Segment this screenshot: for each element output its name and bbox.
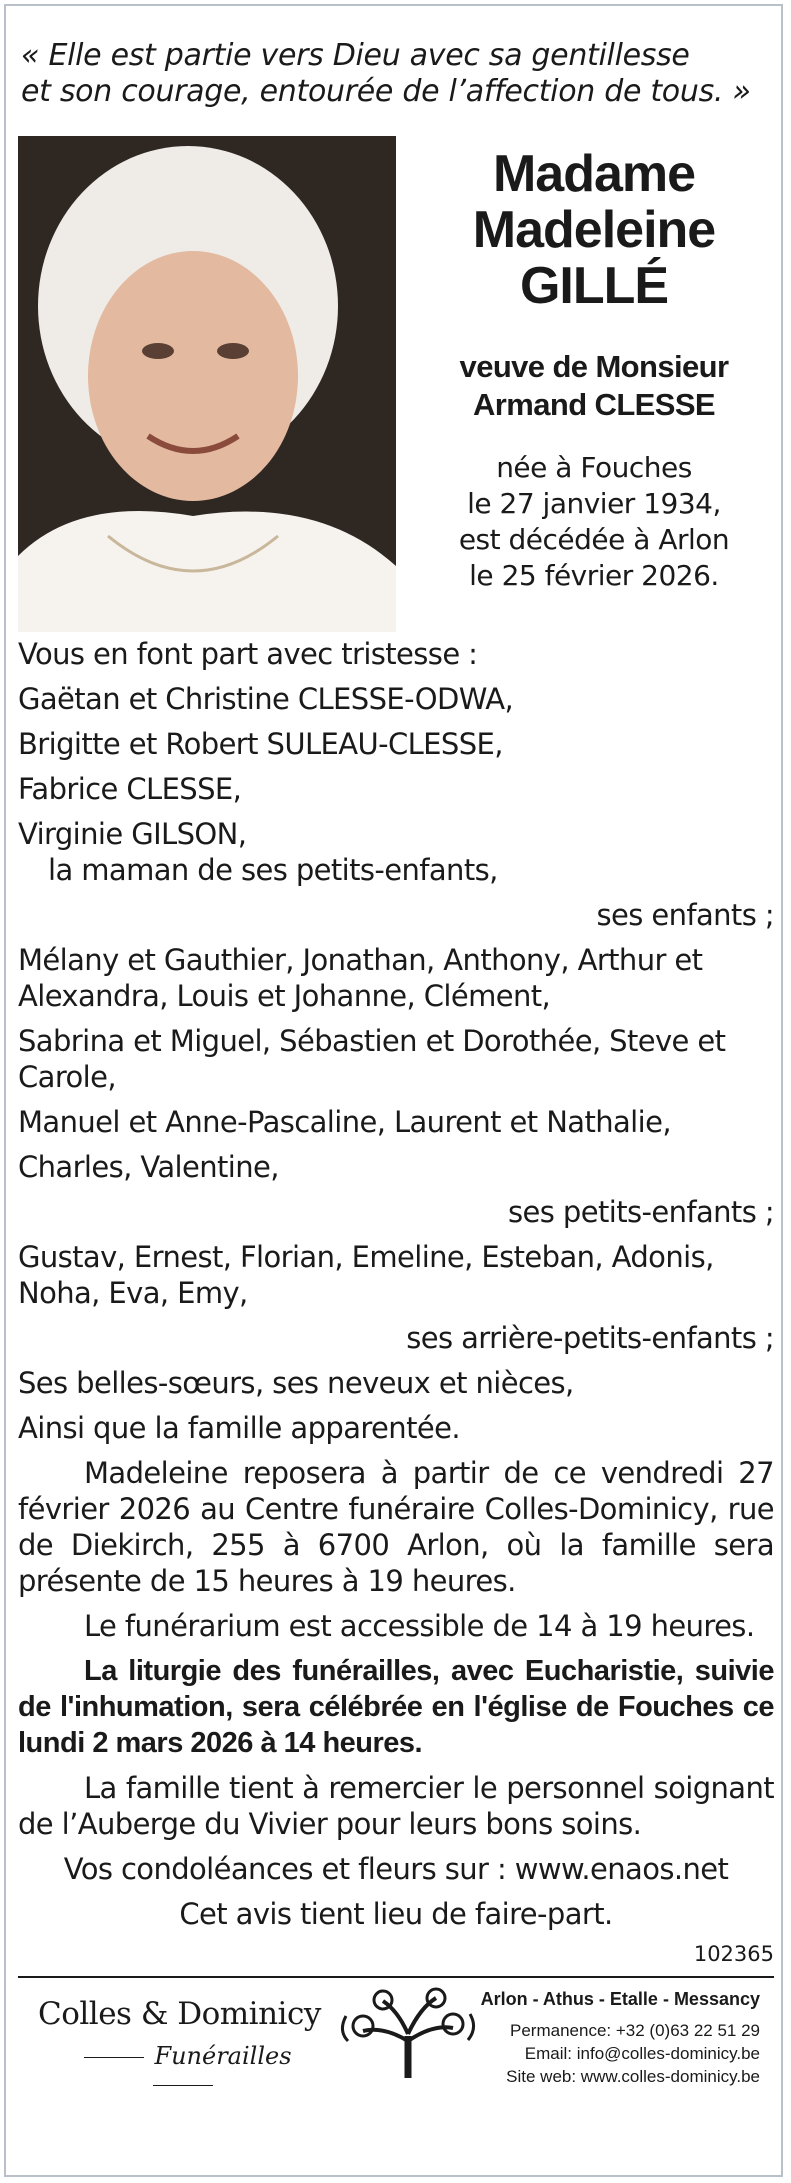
funeral-home-footer (18, 1978, 774, 2088)
children-note: la maman de ses petits-enfants, (48, 853, 498, 887)
phone: Permanence: +32 (0)63 22 51 29 (510, 2021, 760, 2040)
portrait-illustration (18, 136, 396, 632)
condolences-line: Vos condoléances et fleurs sur : www.enaos.net (63, 1852, 729, 1886)
liturgy-paragraph: La liturgie des funérailles, avec Eucharistie, suivie de l'inhumation, sera célébrée en l'église de Fouches ce lundi 2 mars 2026 à 14 heures. (18, 1655, 774, 1759)
announcement-body (18, 636, 774, 1932)
widow-of (414, 348, 774, 424)
children-label: ses enfants ; (596, 898, 774, 932)
child-entry: Virginie GILSON, (18, 817, 247, 851)
email: Email: info@colles-dominicy.be (524, 2044, 760, 2063)
funeral-home-subtitle (38, 2042, 328, 2098)
reference-number: 102365 (693, 1942, 774, 1966)
access-paragraph: Le funérarium est accessible de 14 à 19 heures. (84, 1609, 755, 1643)
deceased-info (414, 136, 774, 594)
grandchild-entry: Mélany et Gauthier, Jonathan, Anthony, Arthur et Alexandra, Louis et Johanne, Clément, (18, 943, 703, 1013)
locations: Arlon - Athus - Etalle - Messancy (480, 1989, 760, 2009)
funeral-home-subtitle-text: Funérailles (154, 2042, 292, 2070)
born-line: née à Fouches (496, 451, 692, 484)
born-line: est décédée à Arlon (458, 523, 730, 556)
great-grandchildren: Gustav, Ernest, Florian, Emeline, Esteban, Adonis, Noha, Eva, Emy, (18, 1240, 714, 1310)
tree-logo-icon (338, 1986, 478, 2082)
grandchildren-label: ses petits-enfants ; (508, 1195, 774, 1229)
grandchild-entry: Sabrina et Miguel, Sébastien et Dorothée, Steve et Carole, (18, 1024, 726, 1094)
thanks-paragraph: La famille tient à remercier le personnel soignant de l’Auberge du Vivier pour leurs bons soins. (18, 1771, 774, 1841)
notice-line: Cet avis tient lieu de faire-part. (179, 1897, 613, 1931)
deceased-name (414, 146, 774, 314)
extended-family: Ainsi que la famille apparentée. (18, 1411, 460, 1445)
name-line: Madeleine (472, 201, 716, 259)
born-line: le 25 février 2026. (469, 559, 719, 592)
grandchild-entry: Charles, Valentine, (18, 1150, 279, 1184)
child-entry: Brigitte et Robert SULEAU-CLESSE, (18, 727, 503, 761)
widow-line: veuve de Monsieur (459, 349, 729, 384)
quote-line: « Elle est partie vers Dieu avec sa gentillesse (21, 38, 690, 73)
child-entry: Gaëtan et Christine CLESSE-ODWA, (18, 682, 514, 716)
in-laws: Ses belles-sœurs, ses neveux et nièces, (18, 1366, 574, 1400)
birth-death-details (414, 450, 774, 594)
child-entry: Fabrice CLESSE, (18, 772, 242, 806)
epitaph-quote (21, 38, 774, 110)
portrait-photo (18, 136, 396, 632)
obituary (18, 32, 774, 2088)
website: Site web: www.colles-dominicy.be (506, 2067, 760, 2086)
family-intro: Vous en font part avec tristesse : (18, 637, 478, 671)
name-line: Madame (492, 145, 696, 203)
quote-line: et son courage, entourée de l’affection de tous. » (21, 74, 751, 109)
name-line: GILLÉ (519, 257, 669, 315)
great-grandchildren-label: ses arrière-petits-enfants ; (406, 1321, 774, 1355)
contact-info (481, 1988, 760, 2088)
funeral-home-name: Colles & Dominicy (38, 1996, 321, 2032)
widow-line: Armand CLESSE (473, 387, 715, 422)
grandchild-entry: Manuel et Anne-Pascaline, Laurent et Nathalie, (18, 1105, 671, 1139)
header-section (18, 136, 774, 636)
visitation-paragraph: Madeleine reposera à partir de ce vendredi 27 février 2026 au Centre funéraire Colles-Dominicy, rue de Diekirch, 255 à 6700 Arlon, où la famille sera présente de 15 heures à 19 heures. (18, 1456, 774, 1598)
born-line: le 27 janvier 1934, (467, 487, 721, 520)
